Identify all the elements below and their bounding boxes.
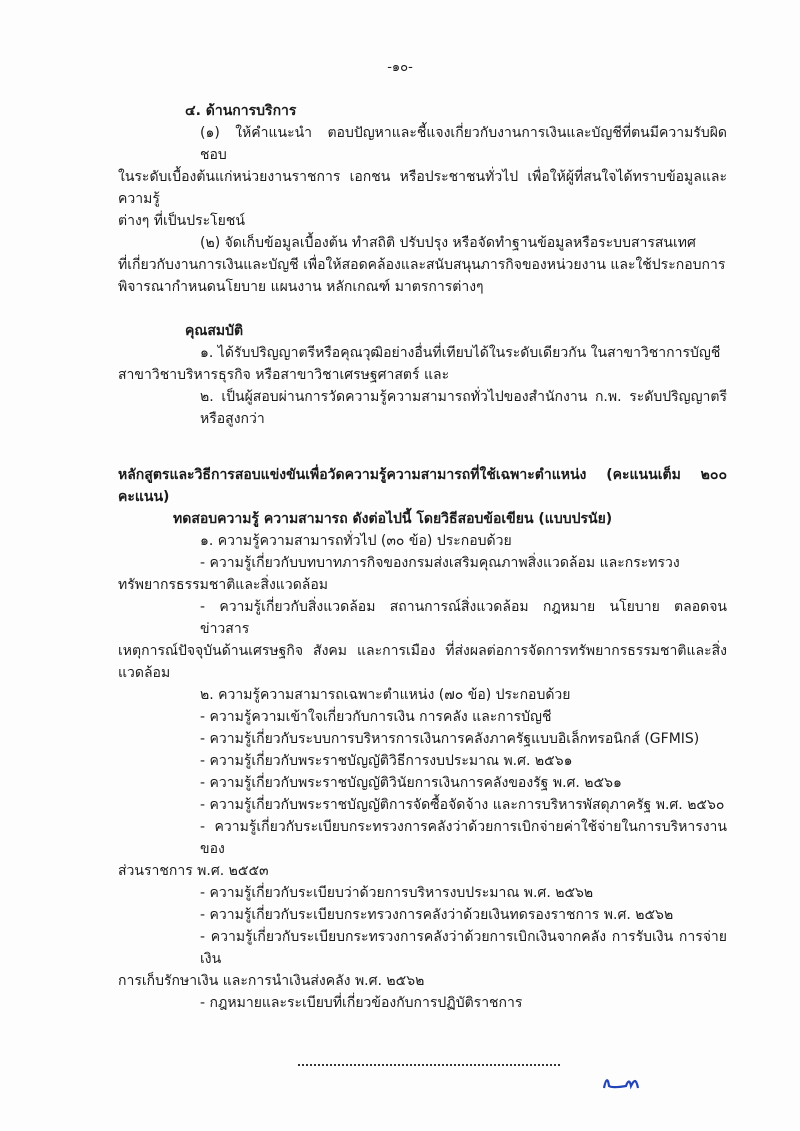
text-line: สาขาวิชาบริหารธุรกิจ หรือสาขาวิชาเศรษฐศาสตร์ และ (118, 367, 450, 383)
signature-mark (600, 1074, 650, 1094)
text-line: (๑) ให้คำแนะนำ ตอบปัญหาและชี้แจงเกี่ยวกับงานการเงินและบัญชีที่ตนมีความรับผิดชอบ (200, 125, 727, 163)
text-line: - ความรู้เกี่ยวกับพระราชบัญญัติการจัดซื้อจัดจ้าง และการบริหารพัสดุภาครัฐ พ.ศ. ๒๕๖๐ (200, 797, 725, 813)
text-line: (๒) จัดเก็บข้อมูลเบื้องต้น ทำสถิติ ปรับปรุง หรือจัดทำฐานข้อมูลหรือระบบสารสนเทศ (200, 235, 696, 251)
text-line: ๑. ความรู้ความสามารถทั่วไป (๓๐ ข้อ) ประกอบด้วย (200, 533, 512, 549)
text-line: - ความรู้เกี่ยวกับระเบียบกระทรวงการคลังว่าด้วยเงินทดรองราชการ พ.ศ. ๒๕๖๒ (200, 907, 674, 923)
text-line: ที่เกี่ยวกับงานการเงินและบัญชี เพื่อให้สอดคล้องและสนับสนุนภารกิจของหน่วยงาน และใช้ประกอบการ (118, 257, 726, 273)
text-line: ทรัพยากรธรรมชาติและสิ่งแวดล้อม (118, 577, 328, 593)
text-line: ต่างๆ ที่เป็นประโยชน์ (118, 213, 245, 229)
section-heading: หลักสูตรและวิธีการสอบแข่งขันเพื่อวัดความรู้ความสามารถที่ใช้เฉพาะตำแหน่ง (คะแนนเต็ม ๒๐๐ คะแนน) (118, 467, 727, 505)
section-heading: ๔. ด้านการบริการ (185, 103, 297, 119)
text-line: - ความรู้เกี่ยวกับพระราชบัญญัติวินัยการเงินการคลังของรัฐ พ.ศ. ๒๕๖๑ (200, 775, 622, 791)
text-line: - ความรู้เกี่ยวกับระเบียบกระทรวงการคลังว่าด้วยการเบิกจ่ายค่าใช้จ่ายในการบริหารงานของ (200, 819, 727, 857)
section-heading: คุณสมบัติ (185, 323, 244, 339)
signature-line (298, 1064, 560, 1066)
text-line: ส่วนราชการ พ.ศ. ๒๕๕๓ (118, 863, 269, 879)
document-body (118, 100, 727, 1014)
text-line: การเก็บรักษาเงิน และการนำเงินส่งคลัง พ.ศ. ๒๕๖๒ (118, 973, 425, 989)
text-line: - ความรู้เกี่ยวกับระเบียบว่าด้วยการบริหารงบประมาณ พ.ศ. ๒๕๖๒ (200, 885, 594, 901)
text-line: - ความรู้เกี่ยวกับบทบาทภารกิจของกรมส่งเสริมคุณภาพสิ่งแวดล้อม และกระทรวง (200, 555, 680, 571)
text-line: - ความรู้เกี่ยวกับพระราชบัญญัติวิธีการงบประมาณ พ.ศ. ๒๕๖๑ (200, 753, 573, 769)
text-line: ๒. เป็นผู้สอบผ่านการวัดความรู้ความสามารถทั่วไปของสำนักงาน ก.พ. ระดับปริญญาตรี หรือสูงกว่า (200, 389, 727, 427)
text-line: ในระดับเบื้องต้นแก่หน่วยงานราชการ เอกชน หรือประชาชนทั่วไป เพื่อให้ผู้ที่สนใจได้ทราบข้อมูลและความรู้ (118, 169, 727, 207)
text-line: พิจารณากำหนดนโยบาย แผนงาน หลักเกณฑ์ มาตรการต่างๆ (118, 279, 484, 295)
text-line: - ความรู้เกี่ยวกับระบบการบริหารการเงินการคลังภาครัฐแบบอิเล็กทรอนิกส์ (GFMIS) (200, 731, 700, 747)
text-line: เหตุการณ์ปัจจุบันด้านเศรษฐกิจ สังคม และการเมือง ที่ส่งผลต่อการจัดการทรัพยากรธรรมชาติและสิ่งแวดล้อม (118, 643, 727, 681)
text-line: - ความรู้เกี่ยวกับสิ่งแวดล้อม สถานการณ์สิ่งแวดล้อม กฎหมาย นโยบาย ตลอดจนข่าวสาร (200, 599, 727, 637)
section-heading: ทดสอบความรู้ ความสามารถ ดังต่อไปนี้ โดยวิธีสอบข้อเขียน (แบบปรนัย) (173, 511, 613, 527)
text-line: - ความรู้ความเข้าใจเกี่ยวกับการเงิน การคลัง และการบัญชี (200, 709, 552, 725)
text-line: - ความรู้เกี่ยวกับระเบียบกระทรวงการคลังว่าด้วยการเบิกเงินจากคลัง การรับเงิน การจ่ายเงิน (200, 929, 727, 967)
text-line: - กฎหมายและระเบียบที่เกี่ยวข้องกับการปฏิบัติราชการ (200, 995, 523, 1011)
text-line: ๑. ได้รับปริญญาตรีหรือคุณวุฒิอย่างอื่นที่เทียบได้ในระดับเดียวกัน ในสาขาวิชาการบัญชี (200, 345, 721, 361)
text-line: ๒. ความรู้ความสามารถเฉพาะตำแหน่ง (๗๐ ข้อ) ประกอบด้วย (200, 687, 571, 703)
page-number: -๑๐- (387, 60, 413, 75)
